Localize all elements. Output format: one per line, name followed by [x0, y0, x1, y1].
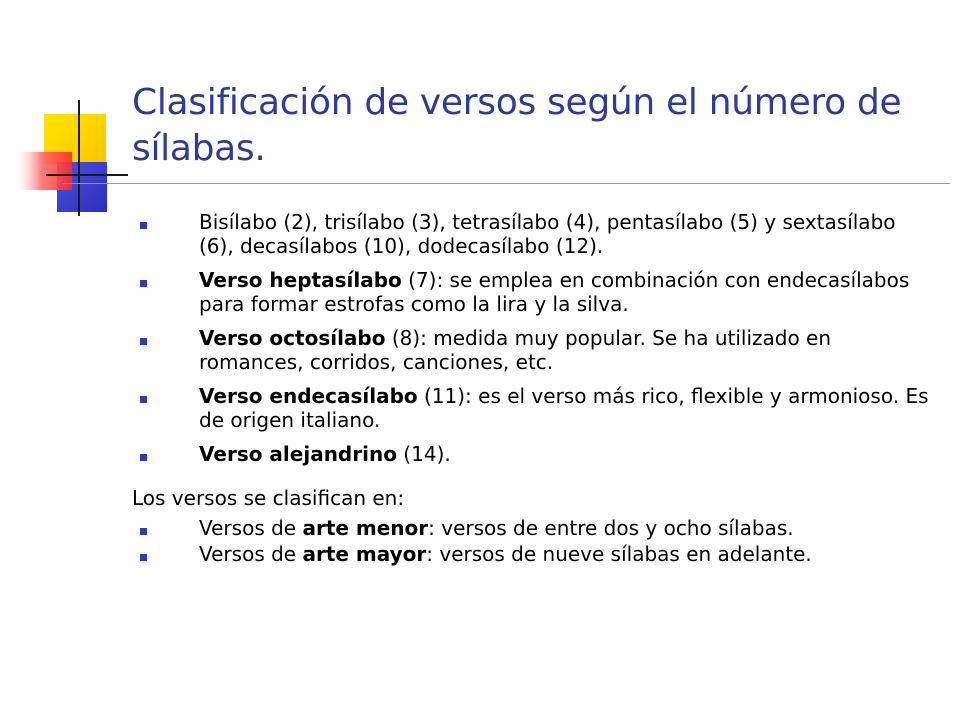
- list-item: [132, 326, 932, 374]
- item-text: (7): se emplea en combinación con endecasílabos para formar estrofas como la lira y la silva.: [199, 268, 910, 316]
- item-text: Versos de: [199, 542, 303, 566]
- verse-type-list: [132, 210, 932, 466]
- slide-content: [132, 210, 932, 568]
- list-item: [132, 210, 932, 258]
- square-bullet-icon: [140, 222, 147, 229]
- item-term: arte menor: [302, 516, 429, 540]
- item-text: : versos de nueve sílabas en adelante.: [426, 542, 812, 566]
- item-text: : versos de entre dos y ocho sílabas.: [428, 516, 794, 540]
- item-term: Verso heptasílabo: [199, 268, 402, 292]
- item-text: Bisílabo (2), trisílabo (3), tetrasílabo (4), pentasílabo (5) y sextasílabo (6), decasílabos (10), dodecasílabo (12).: [199, 210, 896, 258]
- item-term: arte mayor: [302, 542, 427, 566]
- slide-logo-graphic: [0, 0, 130, 230]
- list-item: [132, 268, 932, 316]
- square-bullet-icon: [140, 396, 147, 403]
- art-class-list: [132, 516, 932, 566]
- item-text: (11): es el verso más rico, flexible y armonioso. Es de origen italiano.: [199, 384, 929, 432]
- square-bullet-icon: [140, 454, 147, 461]
- item-text: (14).: [396, 442, 451, 466]
- list-item: [132, 442, 932, 466]
- item-term: Verso alejandrino: [199, 442, 397, 466]
- classification-intro: Los versos se clasifican en:: [132, 486, 405, 510]
- list-item: [132, 542, 932, 566]
- item-term: Verso endecasílabo: [199, 384, 418, 408]
- item-term: Verso octosílabo: [199, 326, 386, 350]
- square-bullet-icon: [140, 528, 147, 535]
- item-text: (8): medida muy popular. Se ha utilizado en romances, corridos, canciones, etc.: [199, 326, 832, 374]
- square-bullet-icon: [140, 280, 147, 287]
- title-divider: [62, 183, 950, 184]
- list-item: [132, 516, 932, 540]
- list-item: [132, 384, 932, 432]
- slide-title: Clasificación de versos según el número de sílabas.: [132, 82, 902, 169]
- item-text: Versos de: [199, 516, 303, 540]
- square-bullet-icon: [140, 338, 147, 345]
- square-bullet-icon: [140, 554, 147, 561]
